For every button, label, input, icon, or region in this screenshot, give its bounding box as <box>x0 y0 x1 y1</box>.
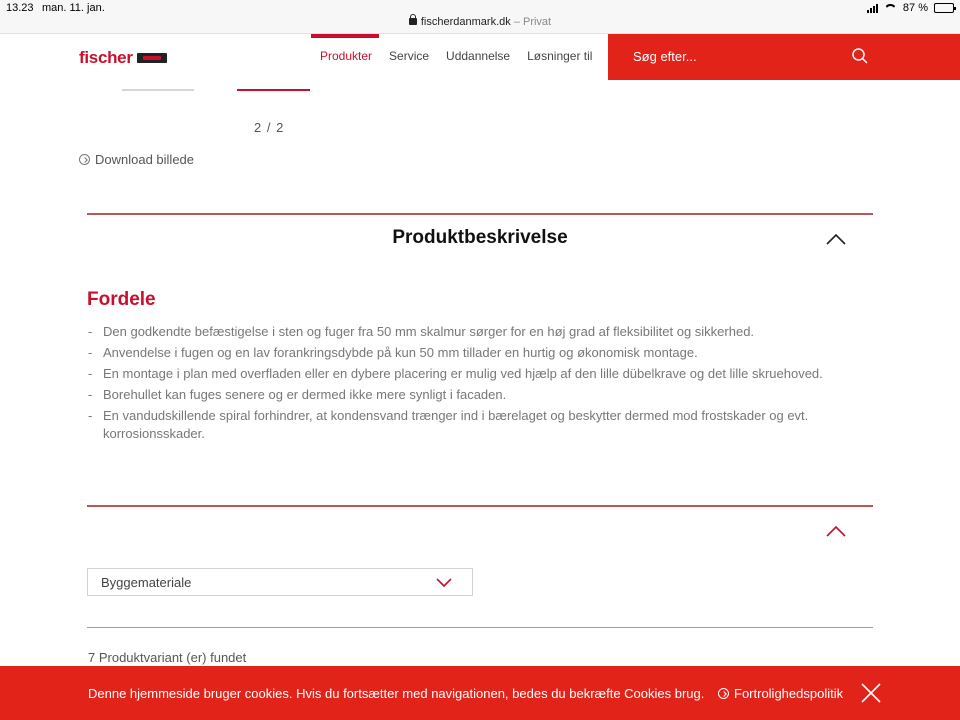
nav-item-produkter[interactable]: Produkter <box>320 49 373 63</box>
list-item: - Anvendelse i fugen og en lav forankringsdybde på kun 50 mm tillader en hurtig og økonomisk montage. <box>87 344 827 362</box>
lock-icon <box>409 18 417 25</box>
section-divider <box>87 627 873 628</box>
logo-badge-icon <box>137 53 167 63</box>
address-bar[interactable] <box>0 16 960 28</box>
chevron-down-icon <box>436 578 452 588</box>
close-icon[interactable] <box>861 683 881 703</box>
section-divider <box>87 505 873 507</box>
arrow-circle-icon <box>79 154 90 165</box>
list-item: - En vandudskillende spiral forhindrer, at kondensvand trænger ind i bærelaget og beskytter dermed mod frostskader og evt. korrosionsskader. <box>87 407 827 443</box>
battery-icon <box>934 3 954 13</box>
select-value: Byggemateriale <box>101 575 192 590</box>
gallery-pager: 2 / 2 <box>254 120 285 135</box>
benefits-list <box>87 323 827 446</box>
nav-active-indicator <box>311 34 379 38</box>
status-time: 13.23 <box>6 2 34 14</box>
fischer-logo[interactable] <box>79 48 167 68</box>
list-item: - Borehullet kan fuges senere og er dermed ikke mere synligt i facaden. <box>87 386 827 404</box>
battery-percent: 87 % <box>902 2 928 14</box>
status-indicators <box>867 2 954 14</box>
benefits-heading: Fordele <box>87 289 156 310</box>
site-header <box>0 34 960 80</box>
privacy-policy-link[interactable] <box>718 686 843 701</box>
search-bar[interactable] <box>608 34 960 80</box>
building-material-select[interactable] <box>87 568 473 596</box>
arrow-circle-icon <box>718 688 729 699</box>
logo-text: fischer <box>79 48 133 67</box>
results-count: 7 Produktvariant (er) fundet <box>88 650 247 665</box>
search-icon[interactable] <box>852 48 868 64</box>
private-label: – Privat <box>513 16 552 28</box>
main-nav <box>320 49 592 63</box>
list-item: - Den godkendte befæstigelse i sten og fuger fra 50 mm skalmur sørger for en høj grad af fleksibilitet og sikkerhed. <box>87 323 827 341</box>
search-input[interactable]: Søg efter... <box>633 49 697 64</box>
address-url: fischerdanmark.dk <box>420 16 511 28</box>
status-date: man. 11. jan. <box>42 2 105 14</box>
section-divider <box>87 213 873 215</box>
cookie-message: Denne hjemmeside bruger cookies. Hvis du fortsætter med navigationen, bedes du bekræfte Cookies brug. <box>88 686 705 701</box>
list-item: - En montage i plan med overfladen eller en dybere placering er mulig ved hjælp af den lille dübelkrave og det lille skruehoved. <box>87 365 827 383</box>
collapse-chevron-up-icon[interactable] <box>826 233 846 245</box>
wifi-icon <box>884 4 897 13</box>
nav-item-uddannelse[interactable]: Uddannelse <box>446 49 511 63</box>
status-bar <box>0 0 960 34</box>
cookie-banner <box>0 666 960 720</box>
nav-item-service[interactable]: Service <box>389 49 430 63</box>
nav-item-losninger[interactable]: Løsninger til <box>527 49 593 63</box>
section-title[interactable]: Produktbeskrivelse <box>392 227 568 248</box>
gallery-thumb-2-active[interactable] <box>237 89 310 91</box>
collapse-chevron-up-icon[interactable] <box>826 525 846 537</box>
privacy-policy-label: Fortrolighedspolitik <box>734 686 844 701</box>
download-label: Download billede <box>95 152 195 167</box>
download-image-link[interactable] <box>79 152 194 167</box>
signal-icon <box>867 4 878 13</box>
gallery-thumb-1[interactable] <box>122 89 194 91</box>
